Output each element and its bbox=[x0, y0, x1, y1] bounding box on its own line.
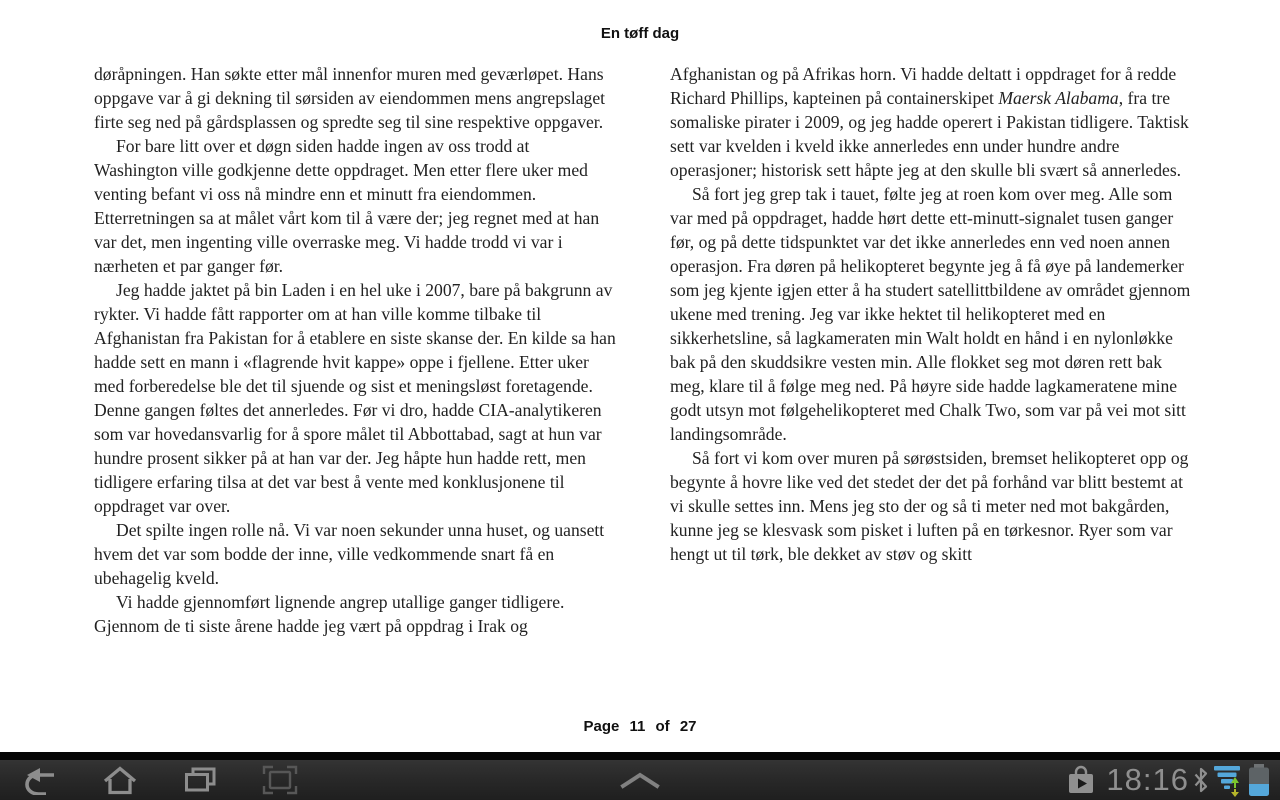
back-icon bbox=[22, 765, 58, 795]
paragraph bbox=[670, 62, 1192, 182]
home-button[interactable] bbox=[85, 760, 155, 800]
book-title-reference: Maersk Alabama bbox=[998, 88, 1119, 108]
screenshot-icon bbox=[262, 765, 298, 795]
recents-icon bbox=[183, 765, 217, 795]
screenshot-button[interactable] bbox=[245, 760, 315, 800]
status-tray[interactable] bbox=[1066, 760, 1280, 800]
play-store-notification-icon bbox=[1066, 764, 1096, 796]
page-indicator: Page 11 of 27 bbox=[583, 718, 697, 735]
paragraph: Det spilte ingen rolle nå. Vi var noen sekunder unna huset, og uansett hvem det var som bodde der inne, ville vedkommende snart få en ubehagelig kveld. bbox=[94, 520, 605, 588]
recent-apps-button[interactable] bbox=[165, 760, 235, 800]
text-column-right bbox=[670, 62, 1192, 566]
paragraph: Så fort jeg grep tak i tauet, følte jeg at roen kom over meg. Alle som var med på oppdraget, hadde hørt dette ett-minutt-signalet tusen ganger før, og på dette tidspunktet var det ikke annerledes enn ved noen annen operasjon. Fra døren på helikopteret begynte jeg å få øye på landemerker som jeg kjente igjen etter å ha studert satellittbildene av området gjennom ukene med trening. Jeg var ikke hektet til helikopteret med en sikkerhetsline, så lagkameraten min Walt holdt en hånd i en nylonløkke bak på den skuddsikre vesten min. Alle flokket seg mot døren rett bak meg, klare til å følge meg ned. På høyre side hadde lagkameratene mine godt utsyn mot følgehelikopteret med Chalk Two, som var på vei mot sitt landingsområde. bbox=[670, 184, 1191, 444]
paragraph: Så fort vi kom over muren på sørøstsiden, bremset helikopteret opp og begynte å hovre like ved det stedet der det på forhånd var blitt bestemt at vi skulle settes inn. Mens jeg sto der og så ti meter ned mot bakgården, kunne jeg se klesvask som pisket i luften på en tørkesnor. Ryer som var hengt ut til tørk, ble dekket av støv og skitt bbox=[670, 448, 1189, 564]
chevron-up-icon bbox=[618, 771, 662, 789]
paragraph: Jeg hadde jaktet på bin Laden i en hel uke i 2007, bare på bakgrunn av rykter. Vi hadde fått rapporter om at han ville komme tilbake til Afghanistan fra Pakistan for å etablere en siste skanse der. En kilde sa han hadde sett en mann i «flagrende hvit kappe» oppe i fjellene. Etter uker med forberedelse ble det til sjuende og sist et meningsløst foretagende. Denne gangen føltes det annerledes. Før vi dro, hadde CIA-analytikeren som var hovedansvarlig for å spore målet til Abbottabad, sagt at hun var hundre prosent sikker på at han var der. Jeg håpte hun hadde rett, men tidligere erfaring tilsa at det var best å vente med konklusjonene til oppdraget var over. bbox=[94, 280, 616, 516]
wifi-icon bbox=[1212, 764, 1242, 797]
paragraph: For bare litt over et døgn siden hadde ingen av oss trodd at Washington ville godkjenne dette oppdraget. Men etter flere uker med venting befant vi oss nå mindre enn et minutt fra eiendommen. Etterretningen sa at målet vårt kom til å være der; jeg regnet med at han var det, men ingenting ville overraske meg. Vi hadde trodd vi var i nærheten et par ganger før. bbox=[94, 136, 600, 276]
paragraph: døråpningen. Han søkte etter mål innenfor muren med geværløpet. Hans oppgave var å gi dekning til sørsiden av eiendommen mens angrepslaget firte seg ned på gårdsplassen og spredte seg til sine respektive oppgaver. bbox=[94, 64, 606, 132]
book-title: En tøff dag bbox=[600, 25, 680, 42]
home-icon bbox=[102, 765, 138, 795]
bluetooth-icon bbox=[1193, 766, 1209, 794]
battery-icon bbox=[1248, 764, 1270, 797]
back-button[interactable] bbox=[5, 760, 75, 800]
paragraph-text: , fra tre somaliske pirater i 2009, og jeg hadde operert i Pakistan tidligere. Taktisk sett var kvelden i kveld ikke annerledes enn under hundre andre operasjoner; historisk sett håpte jeg at den skulle bli svært så annerledes. bbox=[670, 88, 1189, 180]
paragraph: Vi hadde gjennomført lignende angrep utallige ganger tidligere. Gjennom de ti siste årene hadde jeg vært på oppdrag i Irak og bbox=[94, 592, 565, 636]
clock: 18:16 bbox=[1106, 762, 1189, 797]
mini-apps-button[interactable] bbox=[604, 760, 676, 800]
text-column-left bbox=[94, 62, 616, 638]
paragraph-text: Afghanistan og på Afrikas horn. Vi hadde deltatt i oppdraget for å redde Richard Phillips, kapteinen på containerskipet bbox=[670, 64, 1177, 108]
system-navbar bbox=[0, 752, 1280, 800]
